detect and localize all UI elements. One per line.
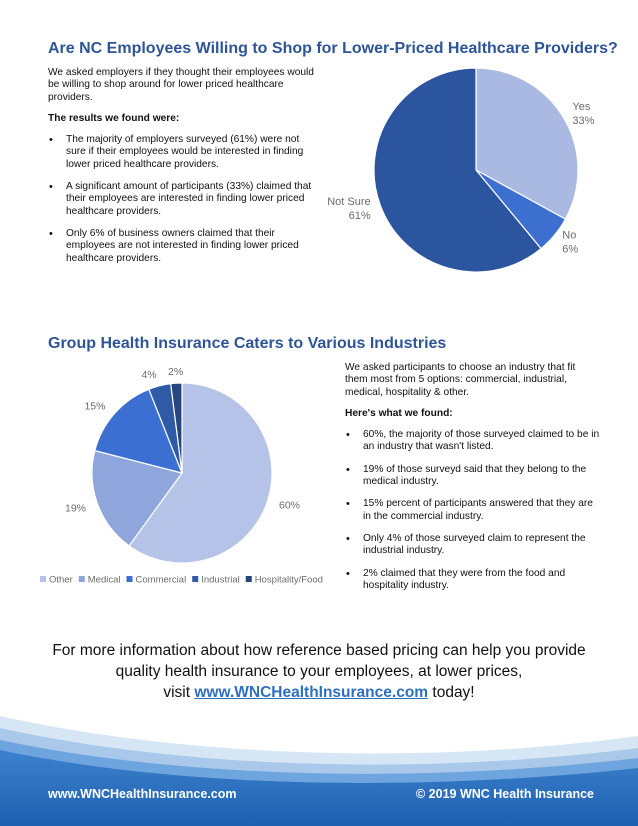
- section2-bullet-list: [345, 429, 600, 592]
- slice-percent-label: 2%: [168, 366, 184, 379]
- section1-bullet: • A significant amount of participants (33%) claimed that their employees are interested in finding lower priced healthcare providers.: [48, 181, 320, 218]
- section2-bullet: • Only 4% of those surveyed claim to represent the industrial industry.: [345, 533, 600, 558]
- legend-swatch: [79, 576, 85, 582]
- footer-wave-background: [0, 696, 638, 826]
- section2-results-heading: Here's what we found:: [345, 407, 453, 419]
- slice-category-label: Not Sure: [327, 195, 371, 208]
- legend-swatch: [40, 576, 46, 582]
- section2-intro: We asked participants to choose an industry that fit them most from 5 options: commercial, industrial, medical, hospitality & other.: [345, 362, 576, 398]
- cta-visit-text: visit: [163, 684, 191, 701]
- cta-line-2: quality health insurance to your employees, at lower prices,: [115, 663, 523, 680]
- legend-label-medical: Medical: [87, 574, 121, 586]
- section2-bullet: • 19% of those surveyd said that they belong to the medical industry.: [345, 464, 600, 489]
- legend-label-commercial: Commercial: [135, 574, 187, 586]
- section1-intro: We asked employers if they thought their employees would be willing to shop around for lower priced healthcare providers.: [48, 67, 314, 103]
- legend-label-other: Other: [49, 574, 73, 586]
- legend-swatch: [192, 576, 198, 582]
- slice-percent-label: 4%: [141, 369, 157, 382]
- section1-text: [48, 67, 320, 275]
- section2-bullet: • 15% percent of participants answered that they are in the commercial industry.: [345, 498, 600, 523]
- cta-line-1: For more information about how reference based pricing can help you provide: [52, 642, 586, 659]
- section2-text: [345, 362, 600, 602]
- slice-percent-label: 6%: [562, 243, 579, 256]
- slice-percent-label: 33%: [572, 114, 595, 127]
- slice-percent-label: 15%: [84, 400, 106, 413]
- section1-title: Are NC Employees Willing to Shop for Lower-Priced Healthcare Providers?: [48, 40, 618, 57]
- slice-category-label: No: [562, 229, 577, 242]
- slice-percent-label: 60%: [279, 499, 301, 512]
- website-link[interactable]: www.WNCHealthInsurance.com: [194, 684, 429, 701]
- pie-chart-industries: [30, 360, 345, 595]
- section2-bullet: • 2% claimed that they were from the food and hospitality industry.: [345, 568, 600, 593]
- call-to-action: [0, 640, 638, 703]
- legend-swatch: [246, 576, 252, 582]
- section2-title: Group Health Insurance Caters to Various Industries: [48, 335, 447, 352]
- slice-percent-label: 19%: [65, 502, 87, 515]
- cta-today-text: today!: [432, 684, 475, 701]
- legend-swatch: [127, 576, 133, 582]
- section1-bullet: • Only 6% of business owners claimed that their employees are not interested in finding lower priced healthcare providers.: [48, 228, 320, 265]
- legend-label-industrial: Industrial: [201, 574, 240, 586]
- slice-percent-label: 61%: [348, 209, 371, 222]
- footer-copyright: © 2019 WNC Health Insurance: [415, 787, 594, 801]
- slice-category-label: Yes: [572, 100, 591, 113]
- legend-label-hospitality-food: Hospitality/Food: [254, 574, 323, 586]
- footer-website[interactable]: www.WNCHealthInsurance.com: [48, 787, 237, 801]
- section1-bullet-list: [48, 134, 320, 265]
- pie-chart-shop: [310, 55, 610, 290]
- section2-bullet: • 60%, the majority of those surveyed claimed to be in an industry that wasn't listed.: [345, 429, 600, 454]
- section1-bullet: • The majority of employers surveyed (61%) were not sure if their employees would be interested in finding lower priced healthcare providers.: [48, 134, 320, 171]
- section1-results-heading: The results we found were:: [48, 112, 180, 124]
